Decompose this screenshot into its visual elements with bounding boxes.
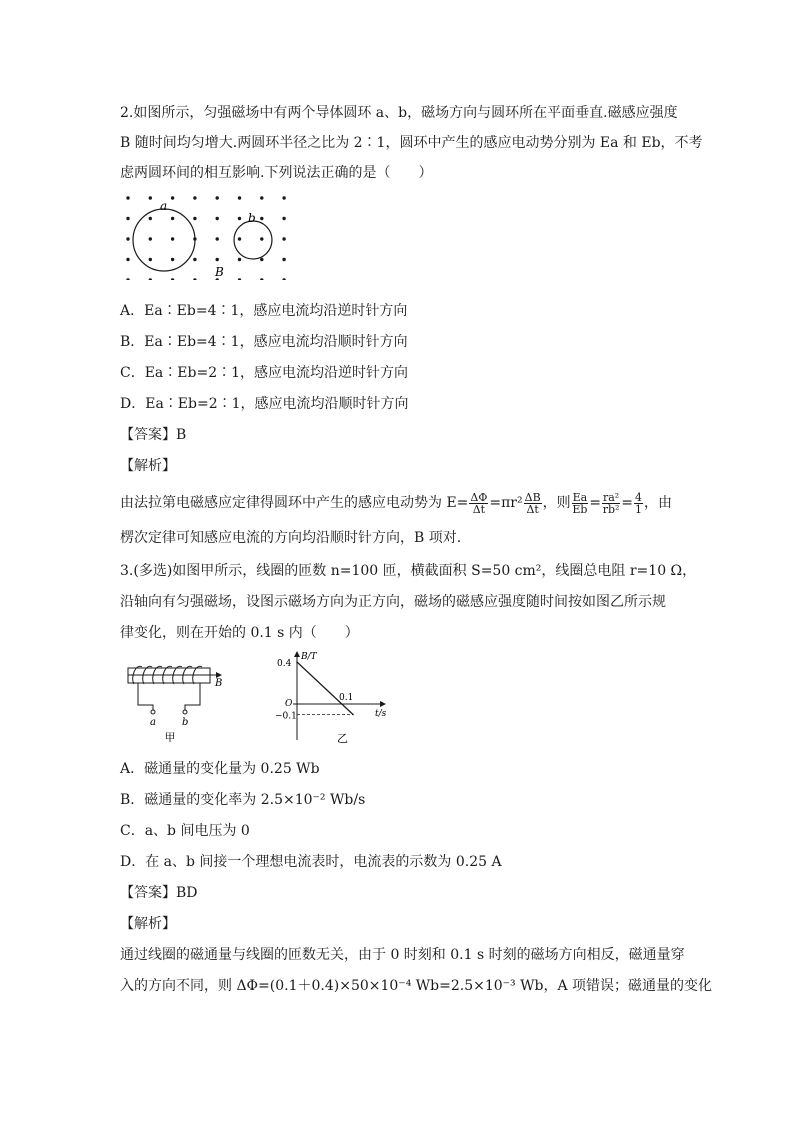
x-tick: 0.1: [339, 693, 354, 703]
q2-option-b: B．Ea∶Eb=4∶1，感应电流均沿顺时针方向: [120, 334, 408, 350]
field-dot: [149, 258, 152, 261]
field-dot: [216, 217, 219, 220]
q3-option-c: C．a、b 间电压为 0: [120, 823, 250, 839]
y-tick-neg: −0.1: [275, 711, 297, 722]
field-dot: [282, 278, 285, 280]
series-line: [297, 662, 353, 715]
field-dot: [193, 278, 196, 280]
frac-dphi-dt: [469, 492, 488, 515]
q2-analysis-post: ，由: [643, 495, 672, 511]
q3-option-a: A．磁通量的变化量为 0.25 Wb: [120, 761, 320, 777]
field-dot: [260, 217, 263, 220]
field-dot: [171, 278, 174, 280]
q3-coil-svg: [120, 655, 230, 743]
data-point: [296, 661, 298, 663]
terminal-a-label: a: [150, 717, 156, 728]
fig-yi-caption: 乙: [337, 732, 348, 744]
field-dot: [193, 258, 196, 261]
field-dot: [126, 196, 129, 199]
field-dot: [171, 217, 174, 220]
q3-answer: 【答案】BD: [120, 885, 198, 901]
field-dot: [282, 237, 285, 240]
coil-B-label: B: [215, 678, 223, 689]
lead-a: [138, 683, 153, 710]
frac-ea-eb: [572, 492, 589, 515]
terminal-a: [151, 710, 155, 714]
field-dot: [216, 258, 219, 261]
q2-stem-line1: 2.如图所示，匀强磁场中有两个导体圆环 a、b，磁场方向与圆环所在平面垂直.磁感应强度: [120, 105, 678, 121]
origin-label: O: [285, 699, 293, 709]
bt-plot-area: [275, 651, 387, 744]
q2-analysis-line2: 楞次定律可知感应电流的方向均沿顺时针方向，B 项对.: [120, 530, 462, 546]
field-dot: [260, 278, 263, 280]
q2-option-c: C．Ea∶Eb=2∶1，感应电流均沿逆时针方向: [120, 365, 409, 381]
frac-4-1: [634, 492, 643, 515]
field-dot: [238, 237, 241, 240]
field-B-label: B: [215, 265, 224, 279]
field-dot: [216, 196, 219, 199]
field-dot: [260, 237, 263, 240]
field-dot: [282, 196, 285, 199]
frac-num: 4: [634, 490, 642, 504]
frac-num: Ea: [572, 490, 588, 504]
frac-den: Eb: [572, 502, 588, 516]
q2-analysis-eq: =: [589, 495, 601, 511]
ring-a: [133, 209, 195, 271]
field-dot: [149, 278, 152, 280]
q3-analysis-line1: 通过线圈的磁通量与线圈的匝数无关，由于 0 时刻和 0.1 s 时刻的磁场方向相反，磁通量穿: [120, 947, 685, 963]
q3-stem-line3: 律变化，则在开始的 0.1 s 内（ ）: [120, 625, 359, 641]
q3-analysis-title: 【解析】: [120, 916, 176, 932]
q2-analysis-eq2: =: [621, 495, 633, 511]
frac-num: ra²: [602, 490, 620, 504]
frac-den: rb²: [602, 502, 620, 516]
field-dot: [171, 258, 174, 261]
q2-analysis-title: 【解析】: [120, 458, 176, 474]
field-dot: [193, 196, 196, 199]
q3-option-d: D．在 a、b 间接一个理想电流表时，电流表的示数为 0.25 A: [120, 854, 502, 870]
lead-b: [185, 683, 200, 710]
q3-analysis-line2: 入的方向不同，则 ΔΦ=(0.1＋0.4)×50×10⁻⁴ Wb=2.5×10⁻³ Wb，A 项错误；磁通量的变化: [120, 978, 713, 994]
field-dot: [193, 217, 196, 220]
frac-num: ΔB: [524, 490, 541, 504]
q2-analysis-pre: 由法拉第电磁感应定律得圆环中产生的感应电动势为 E=: [120, 495, 469, 511]
field-dot: [216, 237, 219, 240]
q3-coil-figure: [120, 655, 230, 743]
x-axis-arrow: [380, 701, 386, 707]
terminal-b: [183, 710, 187, 714]
field-dot: [260, 196, 263, 199]
frac-ra-rb: [602, 492, 620, 515]
q3-option-b: B．磁通量的变化率为 2.5×10⁻² Wb/s: [120, 792, 366, 808]
q2-analysis-mid1: =πr²: [489, 495, 523, 511]
field-dot: [282, 217, 285, 220]
field-dot: [238, 258, 241, 261]
q3-bt-graph: [275, 648, 395, 744]
q2-option-d: D．Ea∶Eb=2∶1，感应电流均沿顺时针方向: [120, 396, 409, 412]
y-axis-arrow: [294, 651, 300, 657]
q3-stem-line2: 沿轴向有匀强磁场，设图示磁场方向为正方向，磁场的磁感应强度随时间按如图乙所示规: [120, 594, 666, 610]
terminal-b-label: b: [182, 717, 189, 728]
frac-db-dt: [524, 492, 542, 515]
q2-analysis-mid2: ，则: [542, 495, 571, 511]
ring-a-label: a: [160, 199, 168, 213]
frac-den: 1: [634, 502, 642, 516]
q3-stem-line1: 3.(多选)如图甲所示，线圈的匝数 n=100 匝，横截面积 S=50 cm²，线圈总电阻 r=10 Ω，: [120, 563, 697, 579]
field-dot: [149, 196, 152, 199]
data-point: [352, 714, 354, 716]
q3-bt-svg: [275, 648, 395, 744]
fig-jia-caption: 甲: [164, 731, 176, 743]
q2-analysis-line1: [120, 490, 672, 516]
frac-den: Δt: [526, 502, 539, 516]
field-dot: [282, 258, 285, 261]
frac-den: Δt: [472, 502, 486, 516]
q2-stem-line2: B 随时间均匀增大.两圆环半径之比为 2∶1，圆环中产生的感应电动势分别为 Ea 和 Eb，不考: [120, 135, 703, 151]
x-axis-label: t/s: [375, 709, 387, 719]
field-dot: [149, 217, 152, 220]
field-dot: [126, 258, 129, 261]
q2-magnetic-field-figure: [120, 188, 300, 280]
field-dot: [126, 217, 129, 220]
ring-b-label: b: [248, 211, 256, 225]
field-dot: [171, 237, 174, 240]
field-dot: [238, 196, 241, 199]
y-tick-top: 0.4: [277, 659, 292, 669]
q2-stem-line3: 虑两圆环间的相互影响.下列说法正确的是（ ）: [120, 165, 433, 181]
field-dot: [126, 237, 129, 240]
field-dot: [238, 278, 241, 280]
field-dot: [126, 278, 129, 280]
q2-field-svg: [120, 188, 300, 280]
field-dot: [260, 258, 263, 261]
field-dot: [238, 217, 241, 220]
field-dot: [149, 237, 152, 240]
y-axis-label: B/T: [301, 652, 317, 662]
frac-num: ΔΦ: [470, 490, 488, 504]
field-dot: [171, 196, 174, 199]
q2-option-a: A．Ea∶Eb=4∶1，感应电流均沿逆时针方向: [120, 303, 408, 319]
q2-answer: 【答案】B: [120, 427, 187, 443]
